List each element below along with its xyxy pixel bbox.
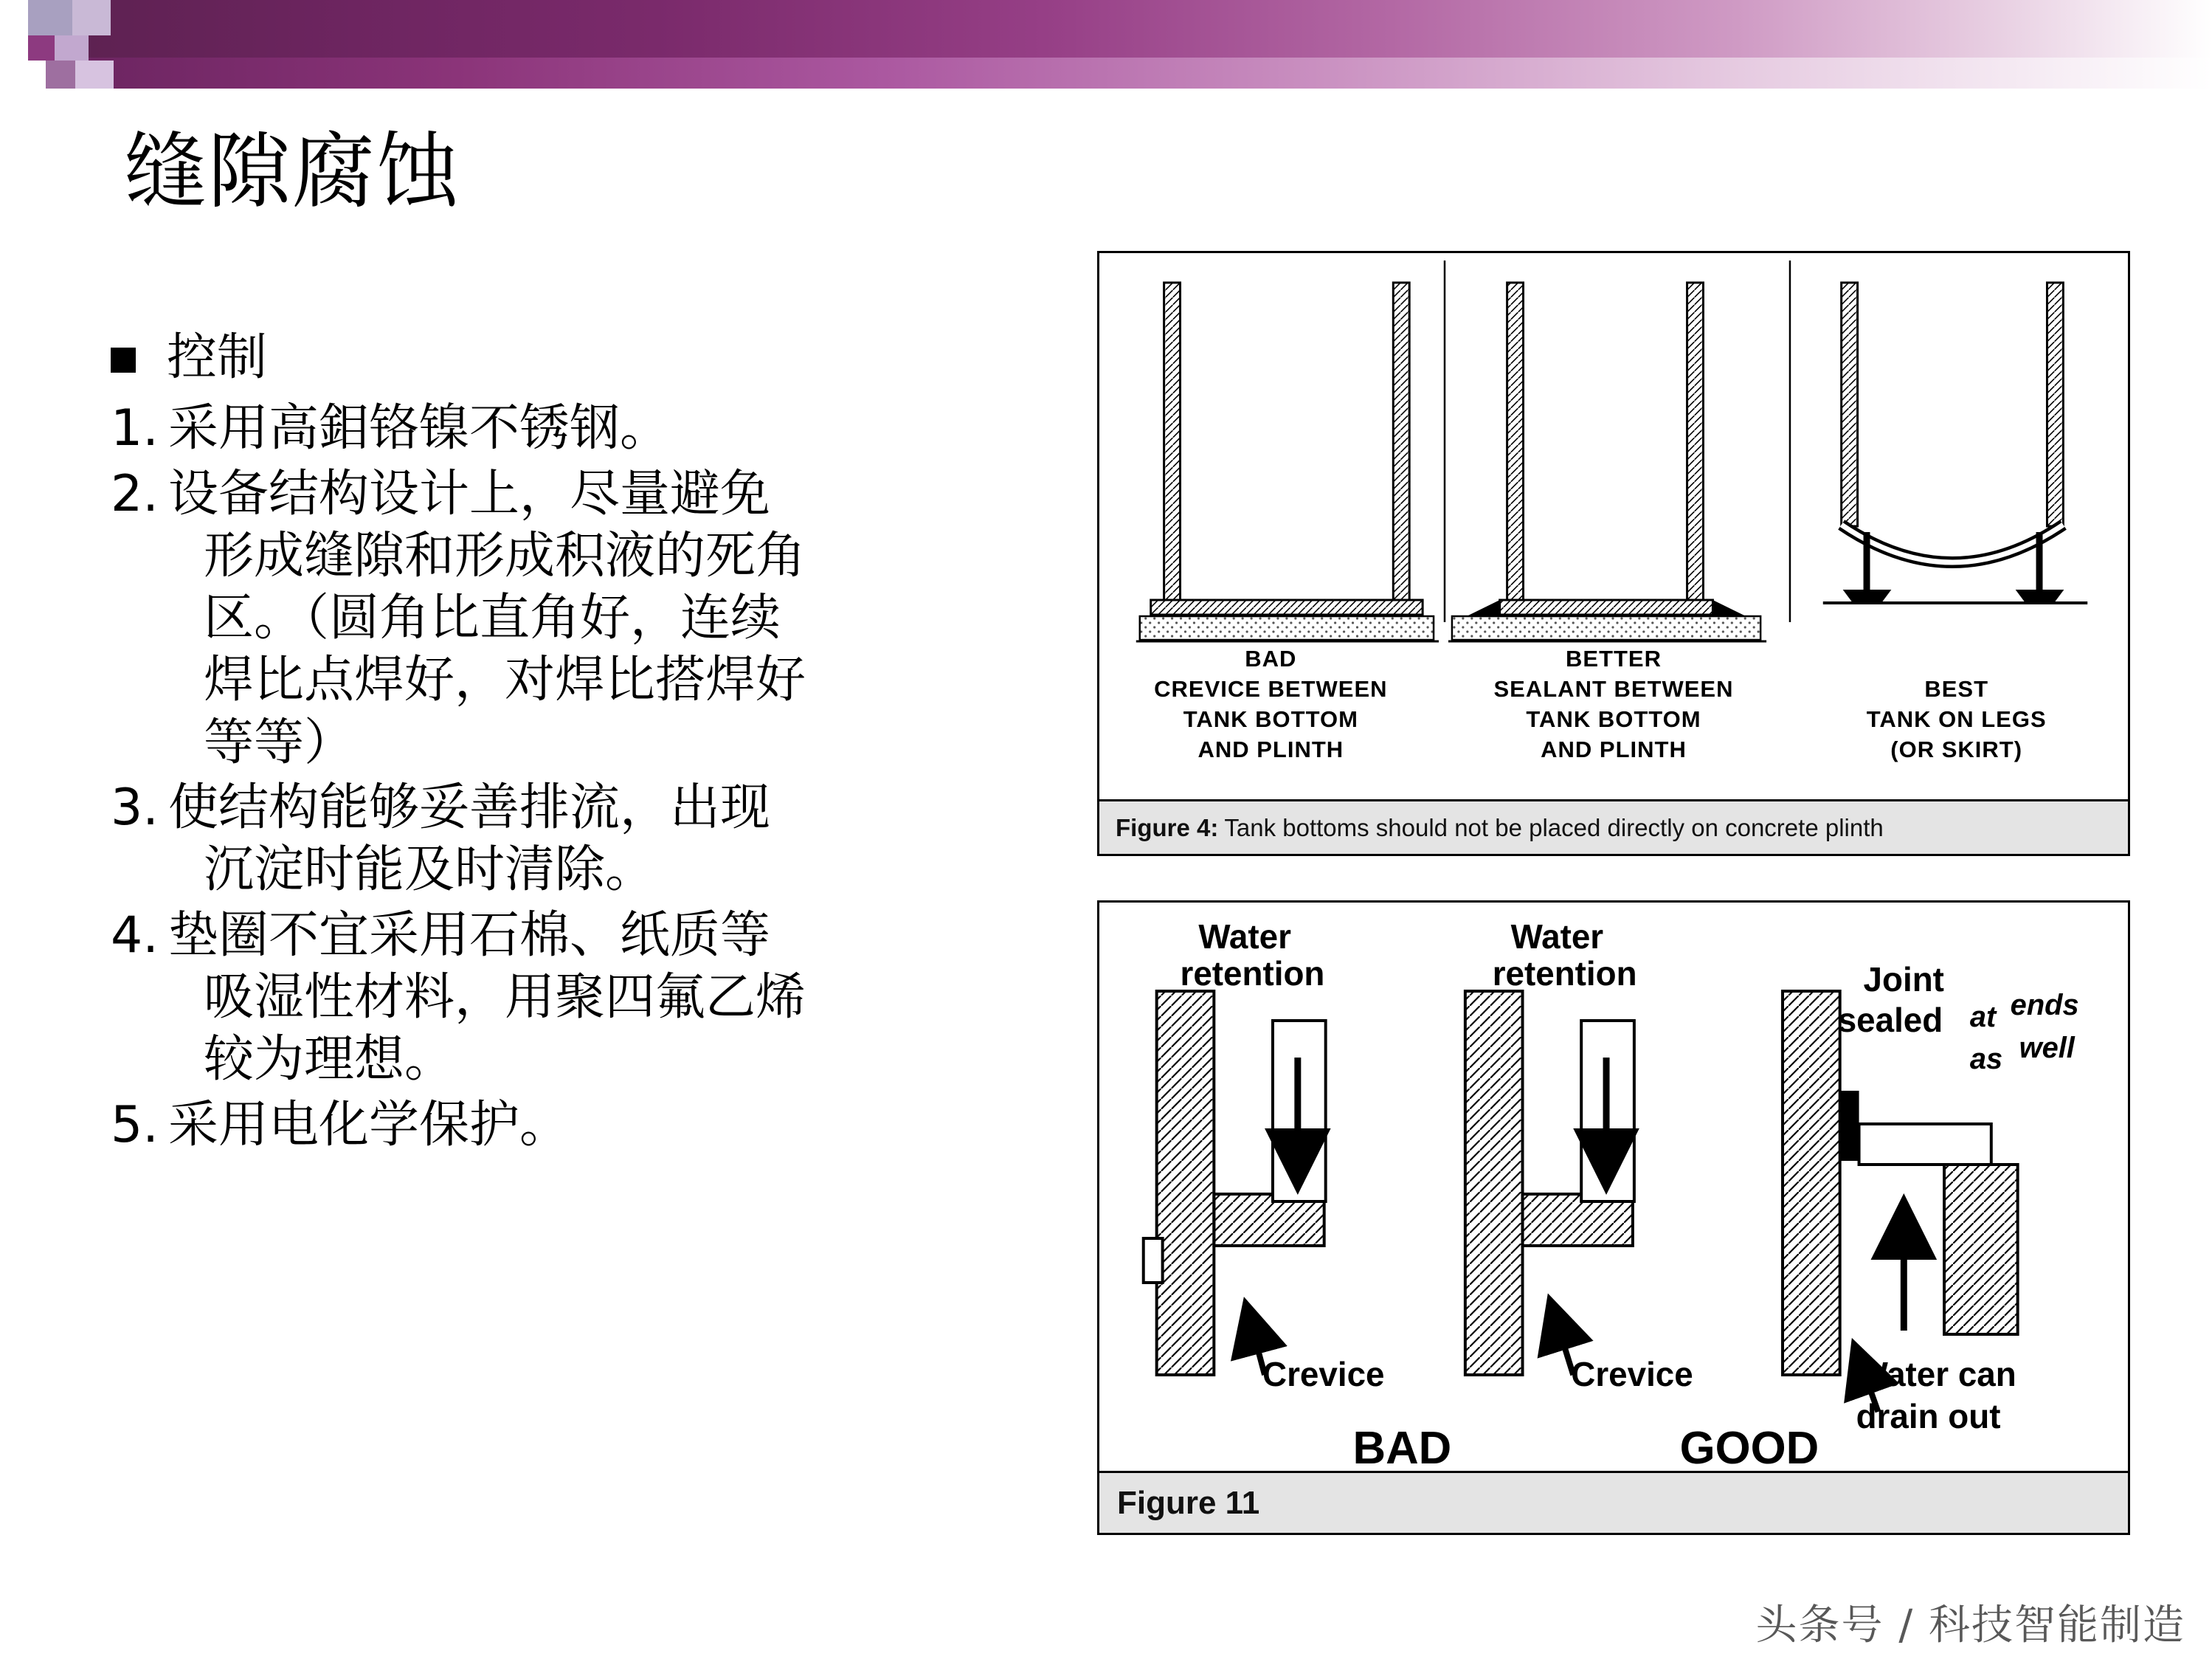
- label-line: BETTER: [1566, 646, 1662, 672]
- fig11-bad-middle: [1465, 991, 1634, 1375]
- decor-left-mask: [0, 0, 28, 89]
- list-item: [111, 463, 1136, 775]
- square-bullet-icon: [111, 348, 136, 373]
- figure-4-caption-text: Tank bottoms should not be placed directly on concrete plinth: [1224, 813, 1884, 841]
- figure-4-label-better: [1442, 644, 1786, 765]
- figure-11-caption: Figure 11: [1099, 1471, 2128, 1533]
- label-as: as: [1969, 1042, 2003, 1076]
- header-gradient-bar-secondary: [71, 58, 2212, 89]
- label-line: TANK BOTTOM: [1526, 706, 1701, 732]
- label-drain-out: drain out: [1856, 1396, 2001, 1436]
- decor-square-b: [72, 0, 111, 35]
- list-item-line: 等等）: [204, 713, 355, 772]
- list-item: [111, 905, 1136, 1091]
- list-item-number: 2.: [111, 464, 159, 523]
- label-line: (OR SKIRT): [1890, 736, 2023, 762]
- label-water-retention-1: Water: [1198, 917, 1291, 956]
- label-bad: BAD: [1352, 1422, 1452, 1471]
- list-item-line: 垫圈不宜采用石棉、纸质等: [168, 906, 771, 965]
- label-water-can: Water can: [1856, 1354, 2016, 1394]
- list-item-body: [168, 463, 806, 775]
- figure-4-caption-label: Figure 4:: [1116, 813, 1219, 841]
- list-item-line: 较为理想。: [204, 1030, 455, 1089]
- list-item-body: [168, 777, 770, 902]
- decor-square-c: [28, 35, 55, 61]
- figure-4-column-labels: [1099, 644, 2128, 765]
- bullet-item-control: [111, 328, 1136, 387]
- decor-square-d: [55, 35, 89, 61]
- figure-4-label-bad: [1099, 644, 1442, 765]
- label-at: at: [1969, 1000, 1997, 1034]
- list-item-body: [168, 1094, 570, 1156]
- figure-4-label-best: [1785, 644, 2128, 765]
- list-item-number: 1.: [111, 399, 159, 458]
- figure-4-panel: [1097, 251, 2130, 856]
- label-water-retention-2b: retention: [1492, 953, 1637, 993]
- list-item-line: 使结构能够妥善排流，出现: [168, 779, 771, 838]
- watermark: 头条号 / 科技智能制造: [1755, 1601, 2185, 1649]
- figure-4-caption: [1099, 799, 2128, 854]
- slide-title: 缝隙腐蚀: [124, 124, 460, 220]
- label-crevice-1: Crevice: [1262, 1354, 1385, 1394]
- label-good: GOOD: [1679, 1422, 1819, 1471]
- label-joint: Joint: [1863, 959, 1944, 999]
- list-item-number: 5.: [111, 1095, 159, 1154]
- decor-square-a: [28, 0, 72, 35]
- label-line: AND PLINTH: [1197, 736, 1344, 762]
- label-well: well: [2019, 1031, 2075, 1065]
- label-line: BEST: [1924, 675, 1989, 702]
- list-item-line: 采用电化学保护。: [168, 1095, 570, 1154]
- list-item-line: 沉淀时能及时清除。: [204, 841, 656, 900]
- bullet-label: 控制: [167, 328, 268, 387]
- label-line: SEALANT BETWEEN: [1493, 675, 1734, 702]
- label-ends: ends: [2010, 988, 2079, 1022]
- decor-square-e: [46, 61, 75, 89]
- label-line: TANK ON LEGS: [1866, 706, 2047, 732]
- label-line: TANK BOTTOM: [1183, 706, 1358, 732]
- label-line: BAD: [1245, 646, 1297, 672]
- fig4-bad-group: [1136, 283, 1439, 641]
- label-sealed: sealed: [1837, 1000, 1943, 1040]
- list-item-line: 区。（圆角比直角好，连续: [204, 589, 781, 648]
- label-water-retention-1b: retention: [1180, 953, 1325, 993]
- list-item: [111, 398, 1136, 460]
- label-line: AND PLINTH: [1541, 736, 1687, 762]
- list-item: [111, 777, 1136, 902]
- list-item-line: 设备结构设计上，尽量避免: [168, 464, 771, 523]
- label-water-retention-2: Water: [1510, 917, 1604, 956]
- fig11-bad-left: [1144, 991, 1326, 1375]
- slide-body: [111, 328, 1136, 1159]
- fig4-best-group: [1823, 283, 2087, 603]
- figure-11-diagram: [1099, 903, 2128, 1471]
- figure-11-panel: [1097, 900, 2130, 1535]
- label-line: CREVICE BETWEEN: [1154, 675, 1388, 702]
- list-item-line: 吸湿性材料，用聚四氟乙烯: [204, 968, 806, 1027]
- list-item-line: 形成缝隙和形成积液的死角: [204, 526, 806, 585]
- slide-header-band: [0, 0, 2212, 125]
- decor-square-f: [75, 61, 114, 89]
- list-item-number: 4.: [111, 906, 159, 965]
- list-item-line: 焊比点焊好，对焊比搭焊好: [204, 651, 806, 710]
- list-item-line: 采用高鉬铬镍不锈钢。: [168, 399, 671, 458]
- list-item-body: [168, 398, 670, 460]
- label-crevice-2: Crevice: [1571, 1354, 1693, 1394]
- list-item-number: 3.: [111, 779, 159, 838]
- fig4-better-group: [1448, 283, 1766, 641]
- list-item: [111, 1094, 1136, 1156]
- list-item-body: [168, 905, 806, 1091]
- header-gradient-bar: [52, 0, 2212, 58]
